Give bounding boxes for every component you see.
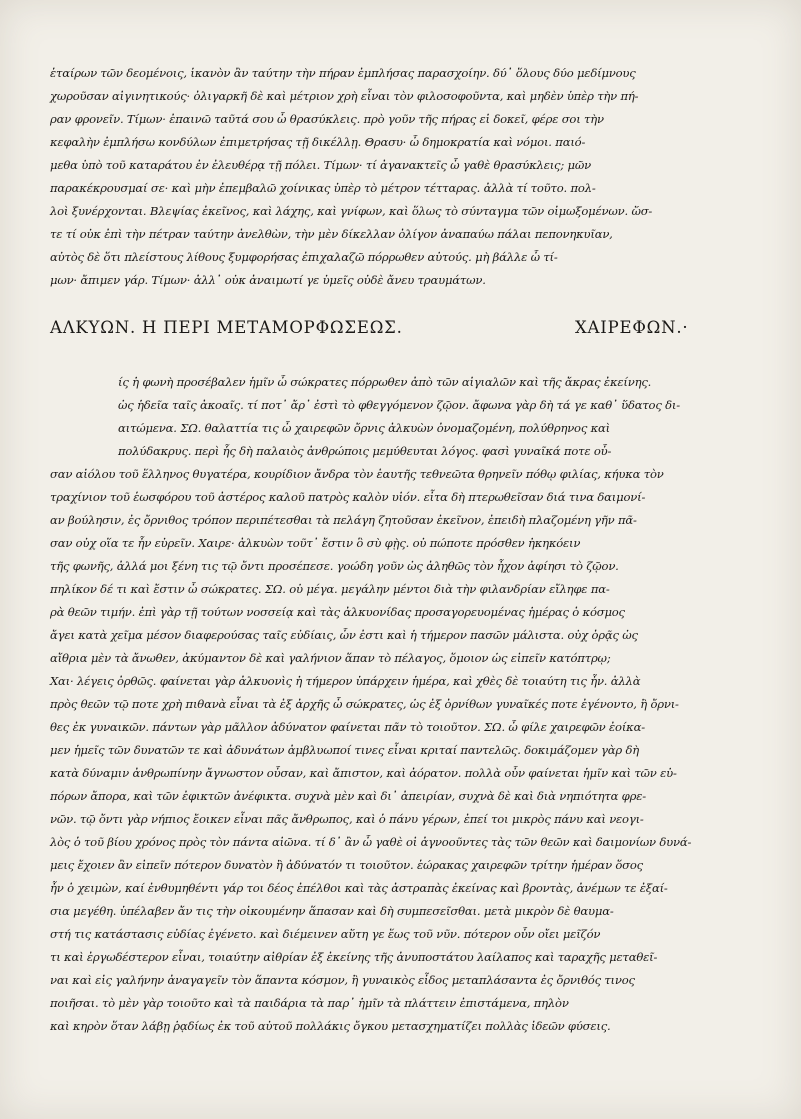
text-line: κατὰ δύναμιν ἀνθρωπίνην ἄγνωστον οὖσαν, καὶ ἄπιστον, καὶ ἀόρατον. πολλὰ οὖν φαίνεται ἡμῖν καὶ τῶν εὐ- — [50, 766, 677, 780]
text-line: κεφαλὴν ἐμπλήσω κονδύλων ἐπιμετρήσας τῇ δικέλλῃ. Θρασυ· ὦ δημοκρατία καὶ νόμοι. παιό- — [50, 135, 586, 149]
text-line: τε τί οὐκ ἐπὶ τὴν πέτραν ταύτην ἀνελθὼν, τὴν μὲν δίκελλαν ὀλίγον ἀναπαύω πάλαι πεπονηκυῖαν, — [50, 227, 613, 241]
section-heading — [50, 318, 750, 342]
text-line: ποιῆσαι. τὸ μὲν γὰρ τοιοῦτο καὶ τὰ παιδάρια τὰ παρ᾽ ἡμῖν τὰ πλάττειν ἐπιστάμενα, πηλὸν — [50, 996, 569, 1010]
text-line: μεν ἡμεῖς τῶν δυνατῶν τε καὶ ἀδυνάτων ἀμβλυωποί τινες εἶναι κριταί παντελῶς. δοκιμάζομεν γὰρ δὴ — [50, 743, 640, 757]
text-line: μεις ἔχοιεν ἂν εἰπεῖν πότερον δυνατὸν ἢ ἀδύνατόν τι τοιοῦτον. ἑώρακας χαιρεφῶν τρίτην ἡμέραν ὅσος — [50, 858, 643, 872]
text-line: πολύδακρυς. περὶ ἧς δὴ παλαιὸς ἀνθρώποις μεμύθευται λόγος. φασὶ γυναῖκά ποτε οὖ- — [118, 444, 612, 458]
text-line: τι καὶ ἐργωδέστερον εἶναι, τοιαύτην αἰθρίαν ἐξ ἐκείνης τῆς ἀνυποστάτου λαίλαπος καὶ ταραχῆς μεταθεῖ- — [50, 950, 658, 964]
text-line: ίς ἡ φωνὴ προσέβαλεν ἡμῖν ὦ σώκρατες πόρρωθεν ἀπὸ τῶν αἰγιαλῶν καὶ τῆς ἄκρας ἐκείνης. — [118, 375, 652, 389]
text-line: ἦν ὁ χειμὼν, καί ἐνθυμηθέντι γάρ τοι δέος ἐπέλθοι καὶ τὰς ἀστραπὰς ἐκείνας καὶ βροντὰς, ἀνέμων τε ἐξαί- — [50, 881, 668, 895]
heading-title: ΑΛΚΥΩΝ. Η ΠΕΡΙ ΜΕΤΑΜΟΡΦΩΣΕΩΣ. — [50, 318, 403, 337]
text-line: ἄγει κατὰ χεῖμα μέσον διαφερούσας ταῖς εὐδίαις, ὧν ἐστι καὶ ἡ τήμερον πασῶν μάλιστα. οὐχ ὁρᾷς ὡς — [50, 628, 638, 642]
text-line: αν βούλησιν, ἐς ὄρνιθος τρόπον περιπέτεσθαι τὰ πελάγη ζητοῦσαν ἐκεῖνον, ἐπειδὴ πλαζομένη γῆν πᾶ- — [50, 513, 637, 527]
text-line: σαν οὐχ οἵα τε ἦν εὑρεῖν. Χαιρε· ἀλκυὼν τοῦτ᾽ ἔστιν ὃ σὺ φῂς. οὐ πώποτε πρόσθεν ἠκηκόειν — [50, 536, 581, 550]
text-line: λὸς ὁ τοῦ βίου χρόνος πρὸς τὸν πάντα αἰῶνα. τί δ᾽ ἂν ὦ γαθὲ οἱ ἀγνοοῦντες τὰς τῶν θεῶν καὶ δαιμονίων δυνά- — [50, 835, 692, 849]
text-line: τραχίνιον τοῦ ἑωσφόρου τοῦ ἀστέρος καλοῦ πατρὸς καλὸν υἱόν. εἶτα δὴ πτερωθεῖσαν διά τινα δαιμονί- — [50, 490, 646, 504]
text-line: θες ἐκ γυναικῶν. πάντων γὰρ μᾶλλον ἀδύνατον φαίνεται πᾶν τὸ τοιοῦτον. ΣΩ. ὦ φίλε χαιρεφῶν ἐοίκα- — [50, 720, 645, 734]
text-line: σαν αἰόλου τοῦ ἕλληνος θυγατέρα, κουρίδιον ἄνδρα τὸν ἑαυτῆς τεθνεῶτα θρηνεῖν πόθῳ φιλίας, κήυκα τὸν — [50, 467, 664, 481]
text-line: πρὸς θεῶν τῷ ποτε χρὴ πιθανὰ εἶναι τὰ ἐξ ἀρχῆς ὦ σώκρατες, ὡς ἐξ ὀρνίθων γυναῖκές ποτε ἐγένοντο, ἢ ὄρνι- — [50, 697, 679, 711]
text-line: πόρων ἄπορα, καὶ τῶν ἐφικτῶν ἀνέφικτα. συχνὰ μὲν καὶ δι᾽ ἀπειρίαν, συχνὰ δὲ καὶ διὰ νηπιότητα φρε- — [50, 789, 646, 803]
text-line: πηλίκον δέ τι καὶ ἔστιν ὦ σώκρατες. ΣΩ. οὐ μέγα. μεγάλην μέντοι διὰ τὴν φιλανδρίαν εἴληφε πα- — [50, 582, 610, 596]
text-line: αὐτὸς δὲ ὅτι πλείστους λίθους ξυμφορήσας ἐπιχαλαζῶ πόρρωθεν αὐτούς. μὴ βάλλε ὦ τί- — [50, 250, 558, 264]
text-line: σια μεγέθη. ὑπέλαβεν ἄν τις τὴν οἰκουμένην ἅπασαν καὶ δὴ συμπεσεῖσθαι. μετὰ μικρὸν δὲ θαυμα- — [50, 904, 614, 918]
text-line: στή τις κατάστασις εὐδίας ἐγένετο. καὶ διέμεινεν αὕτη γε ἕως τοῦ νῦν. πότερον οὖν οἴει μεῖζόν — [50, 927, 601, 941]
text-line: τῆς φωνῆς, ἀλλά μοι ξένη τις τῷ ὄντι προσέπεσε. γοώδη γοῦν ὡς ἀληθῶς τὸν ἦχον ἀφίησι τὸ ζῷον. — [50, 559, 619, 573]
text-line: αἴθρια μὲν τὰ ἄνωθεν, ἀκύμαντον δὲ καὶ γαλήνιον ἅπαν τὸ πέλαγος, ὅμοιον ὡς εἰπεῖν κατόπτρῳ; — [50, 651, 611, 665]
heading-speaker: ΧΑΙΡΕΦΩΝ.· — [575, 318, 689, 337]
text-line: παρακέκρουσμαί σε· καὶ μὴν ἐπεμβαλῶ χοίνικας ὑπὲρ τὸ μέτρον τέτταρας. ἀλλὰ τί τοῦτο. πολ- — [50, 181, 596, 195]
text-line: μων· ἄπιμεν γάρ. Τίμων· ἀλλ᾽ οὐκ ἀναιμωτί γε ὑμεῖς οὐδὲ ἄνευ τραυμάτων. — [50, 273, 486, 287]
text-line: ὡς ἡδεῖα ταῖς ἀκοαῖς. τί ποτ᾽ ἄρ᾽ ἐστὶ τὸ φθεγγόμενον ζῷον. ἄφωνα γὰρ δὴ τά γε καθ᾽ ὕδατος δι- — [118, 398, 680, 412]
text-line: καὶ κηρὸν ὅταν λάβῃ ῥᾳδίως ἐκ τοῦ αὐτοῦ πολλάκις ὄγκου μετασχηματίζει πολλὰς ἰδεῶν φύσεις. — [50, 1019, 611, 1033]
text-line: νῶν. τῷ ὄντι γὰρ νήπιος ἔοικεν εἶναι πᾶς ἄνθρωπος, καὶ ὁ πάνυ γέρων, ἐπεί τοι μικρὸς πάνυ καὶ νεογι- — [50, 812, 644, 826]
text-line: ρὰ θεῶν τιμήν. ἐπὶ γὰρ τῇ τούτων νοσσείᾳ καὶ τὰς ἀλκυονίδας προσαγορευομένας ἡμέρας ὁ κόσμος — [50, 605, 625, 619]
text-line: ναι καὶ εἰς γαλήνην ἀναγαγεῖν τὸν ἅπαντα κόσμον, ἢ γυναικὸς εἶδος μεταπλάσαντα ἐς ὄρνιθός τινος — [50, 973, 635, 987]
text-line: ραν φρονεῖν. Τίμων· ἐπαινῶ ταῦτά σου ὦ θρασύκλεις. πρὸ γοῦν τῆς πήρας εἰ δοκεῖ, φέρε σοι τὴν — [50, 112, 604, 126]
text-line: ἑταίρων τῶν δεομένοις, ἱκανὸν ἂν ταύτην τὴν πήραν ἐμπλήσας παρασχοίην. δύ᾽ ὅλους δύο μεδίμνους — [50, 66, 636, 80]
text-line: χωροῦσαν αἰγινητικούς· ὀλιγαρκῆ δὲ καὶ μέτριον χρὴ εἶναι τὸν φιλοσοφοῦντα, καὶ μηδὲν ὑπὲρ τὴν πή- — [50, 89, 639, 103]
text-line: μεθα ὑπὸ τοῦ καταράτου ἐν ἐλευθέρᾳ τῇ πόλει. Τίμων· τί ἀγανακτεῖς ὦ γαθὲ θρασύκλεις; μῶν — [50, 158, 591, 172]
text-line: λοὶ ξυνέρχονται. Βλεψίας ἐκεῖνος, καὶ λάχης, καὶ γνίφων, καὶ ὅλως τὸ σύνταγμα τῶν οἰμωξομένων. ὥσ- — [50, 204, 653, 218]
drop-initial-space — [50, 370, 106, 426]
text-line: Χαι· λέγεις ὀρθῶς. φαίνεται γὰρ ἀλκυονὶς ἡ τήμερον ὑπάρχειν ἡμέρα, καὶ χθὲς δὲ τοιαύτη τις ἦν. ἀλλὰ — [50, 674, 641, 688]
text-line: αιτώμενα. ΣΩ. θαλαττία τις ὦ χαιρεφῶν ὄρνις ἀλκυὼν ὀνομαζομένη, πολύθρηνος καὶ — [118, 421, 610, 435]
